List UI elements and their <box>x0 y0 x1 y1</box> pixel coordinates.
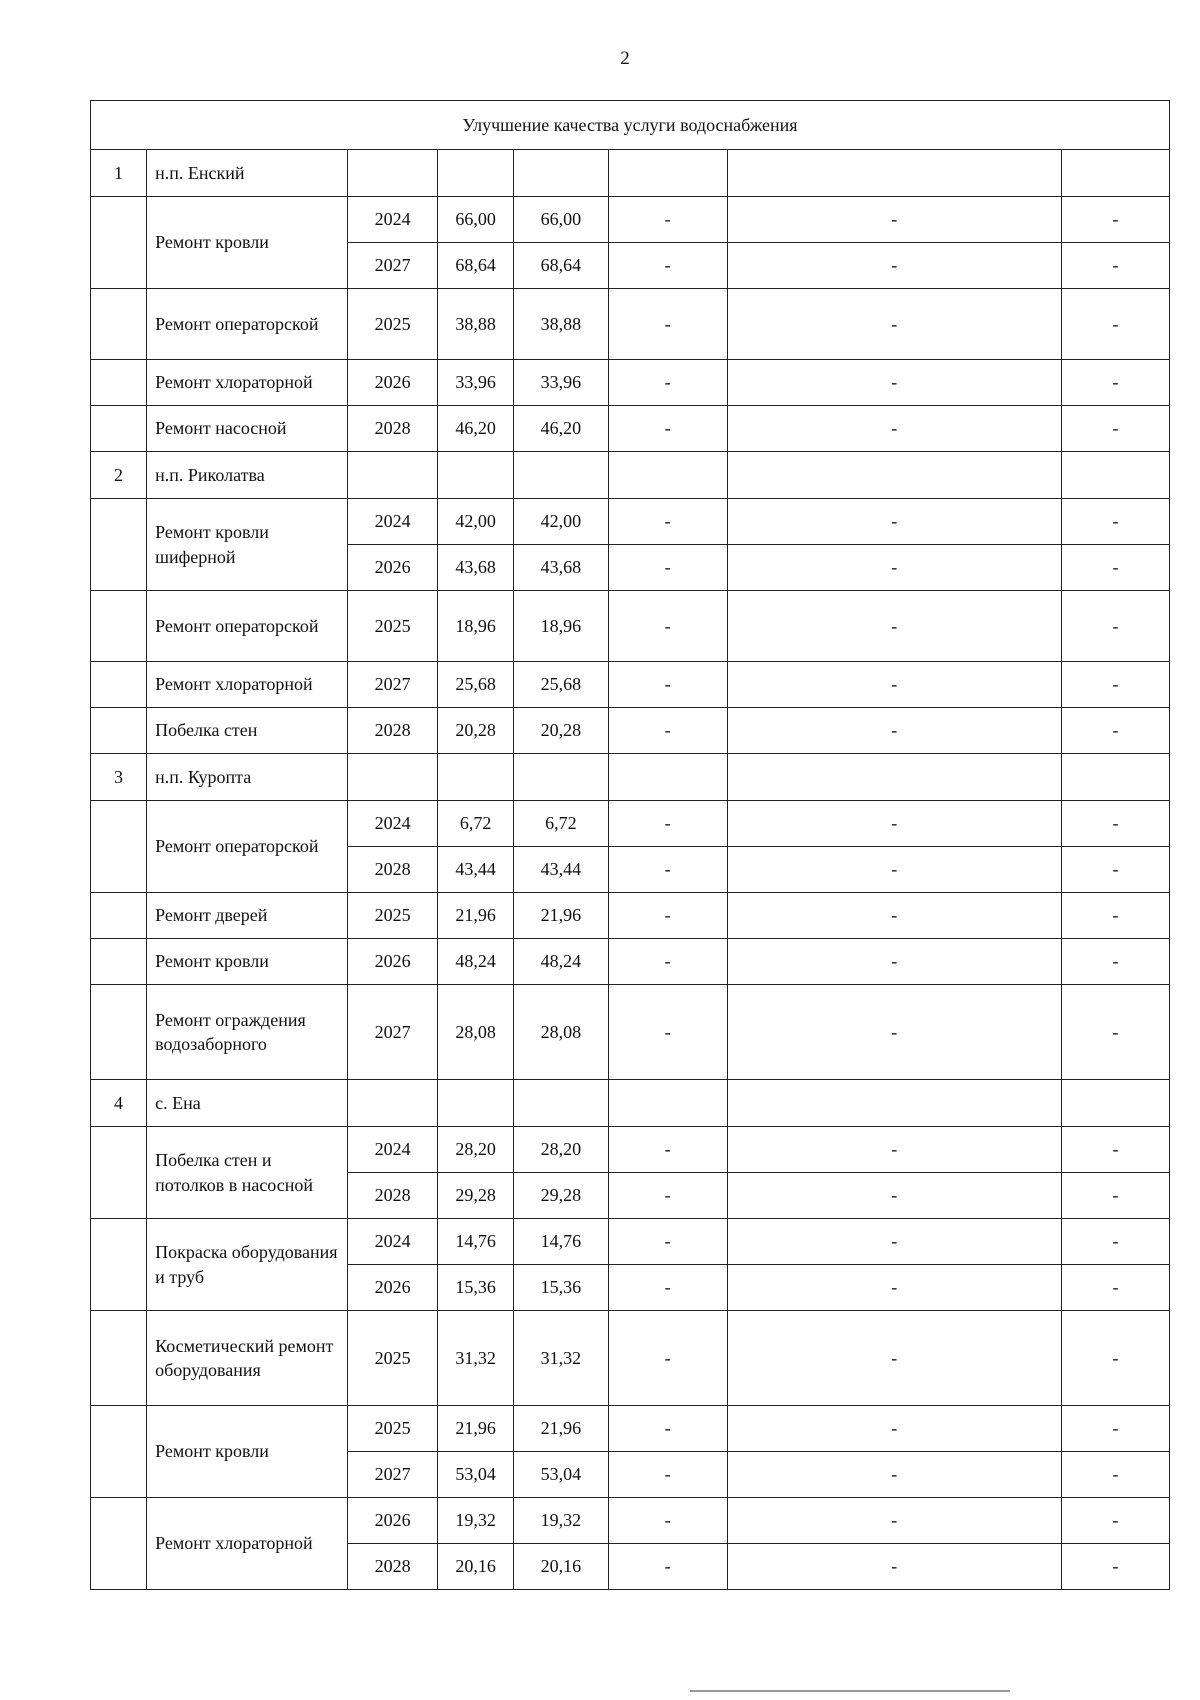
dash-cell: - <box>608 662 727 708</box>
year-cell: 2026 <box>347 939 438 985</box>
cost-cell: 28,20 <box>438 1127 514 1173</box>
group-row <box>91 150 1170 197</box>
empty-cell <box>347 150 438 197</box>
empty-num-cell <box>91 406 147 452</box>
dash-cell: - <box>1061 662 1169 708</box>
year-cell: 2028 <box>347 1173 438 1219</box>
dash-cell: - <box>727 499 1061 545</box>
empty-cell <box>513 754 608 801</box>
footer-divider <box>690 1690 1010 1692</box>
table-row <box>91 985 1170 1080</box>
cost-total-cell: 21,96 <box>513 893 608 939</box>
empty-cell <box>608 754 727 801</box>
empty-cell <box>727 754 1061 801</box>
cost-cell: 68,64 <box>438 243 514 289</box>
table-row <box>91 591 1170 662</box>
dash-cell: - <box>608 1452 727 1498</box>
cost-total-cell: 66,00 <box>513 197 608 243</box>
dash-cell: - <box>1061 243 1169 289</box>
table-row <box>91 1127 1170 1173</box>
table-row <box>91 939 1170 985</box>
dash-cell: - <box>727 289 1061 360</box>
group-name: н.п. Куропта <box>147 754 348 801</box>
dash-cell: - <box>1061 591 1169 662</box>
empty-cell <box>513 1080 608 1127</box>
work-name: Ремонт кровли <box>147 1406 348 1498</box>
dash-cell: - <box>1061 406 1169 452</box>
dash-cell: - <box>727 847 1061 893</box>
table-row <box>91 360 1170 406</box>
table-row <box>91 289 1170 360</box>
year-cell: 2024 <box>347 197 438 243</box>
table-row <box>91 1219 1170 1265</box>
work-name: Ремонт операторской <box>147 801 348 893</box>
year-cell: 2025 <box>347 1406 438 1452</box>
empty-cell <box>1061 452 1169 499</box>
dash-cell: - <box>727 243 1061 289</box>
dash-cell: - <box>1061 893 1169 939</box>
work-name: Покраска оборудования и труб <box>147 1219 348 1311</box>
cost-cell: 29,28 <box>438 1173 514 1219</box>
empty-num-cell <box>91 360 147 406</box>
group-number: 3 <box>91 754 147 801</box>
dash-cell: - <box>727 939 1061 985</box>
dash-cell: - <box>1061 1311 1169 1406</box>
empty-cell <box>347 452 438 499</box>
cost-total-cell: 33,96 <box>513 360 608 406</box>
dash-cell: - <box>608 847 727 893</box>
cost-total-cell: 20,28 <box>513 708 608 754</box>
empty-num-cell <box>91 1498 147 1590</box>
cost-total-cell: 38,88 <box>513 289 608 360</box>
dash-cell: - <box>727 708 1061 754</box>
empty-cell <box>1061 754 1169 801</box>
dash-cell: - <box>608 1544 727 1590</box>
cost-total-cell: 28,08 <box>513 985 608 1080</box>
cost-total-cell: 28,20 <box>513 1127 608 1173</box>
dash-cell: - <box>1061 545 1169 591</box>
cost-total-cell: 31,32 <box>513 1311 608 1406</box>
year-cell: 2025 <box>347 1311 438 1406</box>
dash-cell: - <box>608 939 727 985</box>
dash-cell: - <box>727 1219 1061 1265</box>
dash-cell: - <box>1061 708 1169 754</box>
cost-cell: 46,20 <box>438 406 514 452</box>
group-row <box>91 754 1170 801</box>
page-number: 2 <box>620 48 630 69</box>
dash-cell: - <box>727 545 1061 591</box>
empty-cell <box>438 150 514 197</box>
cost-cell: 18,96 <box>438 591 514 662</box>
work-name: Ремонт хлораторной <box>147 662 348 708</box>
empty-cell <box>438 1080 514 1127</box>
dash-cell: - <box>727 801 1061 847</box>
empty-num-cell <box>91 197 147 289</box>
empty-cell <box>727 150 1061 197</box>
dash-cell: - <box>1061 1219 1169 1265</box>
empty-num-cell <box>91 499 147 591</box>
cost-cell: 28,08 <box>438 985 514 1080</box>
work-name: Ремонт дверей <box>147 893 348 939</box>
dash-cell: - <box>608 545 727 591</box>
cost-cell: 20,16 <box>438 1544 514 1590</box>
work-name: Косметический ремонт оборудования <box>147 1311 348 1406</box>
empty-cell <box>608 150 727 197</box>
cost-total-cell: 18,96 <box>513 591 608 662</box>
cost-cell: 66,00 <box>438 197 514 243</box>
empty-num-cell <box>91 893 147 939</box>
cost-total-cell: 43,44 <box>513 847 608 893</box>
table-row <box>91 1311 1170 1406</box>
dash-cell: - <box>727 197 1061 243</box>
empty-cell <box>608 1080 727 1127</box>
dash-cell: - <box>1061 1498 1169 1544</box>
dash-cell: - <box>1061 289 1169 360</box>
dash-cell: - <box>1061 1265 1169 1311</box>
dash-cell: - <box>1061 1173 1169 1219</box>
empty-num-cell <box>91 1406 147 1498</box>
group-number: 1 <box>91 150 147 197</box>
cost-cell: 31,32 <box>438 1311 514 1406</box>
cost-total-cell: 53,04 <box>513 1452 608 1498</box>
dash-cell: - <box>608 406 727 452</box>
group-name: с. Ена <box>147 1080 348 1127</box>
group-number: 2 <box>91 452 147 499</box>
year-cell: 2025 <box>347 893 438 939</box>
dash-cell: - <box>727 1127 1061 1173</box>
cost-cell: 21,96 <box>438 1406 514 1452</box>
work-name: Ремонт кровли <box>147 939 348 985</box>
cost-total-cell: 42,00 <box>513 499 608 545</box>
dash-cell: - <box>727 1498 1061 1544</box>
empty-num-cell <box>91 289 147 360</box>
work-name: Ремонт кровли шиферной <box>147 499 348 591</box>
table-row <box>91 662 1170 708</box>
dash-cell: - <box>1061 847 1169 893</box>
cost-total-cell: 21,96 <box>513 1406 608 1452</box>
year-cell: 2027 <box>347 1452 438 1498</box>
table-row <box>91 197 1170 243</box>
year-cell: 2025 <box>347 289 438 360</box>
year-cell: 2024 <box>347 1219 438 1265</box>
work-name: Ремонт кровли <box>147 197 348 289</box>
cost-cell: 21,96 <box>438 893 514 939</box>
dash-cell: - <box>727 893 1061 939</box>
cost-total-cell: 15,36 <box>513 1265 608 1311</box>
empty-cell <box>1061 1080 1169 1127</box>
cost-total-cell: 68,64 <box>513 243 608 289</box>
cost-total-cell: 46,20 <box>513 406 608 452</box>
work-name: Ремонт операторской <box>147 289 348 360</box>
work-name: Побелка стен и потолков в насосной <box>147 1127 348 1219</box>
cost-total-cell: 6,72 <box>513 801 608 847</box>
dash-cell: - <box>727 1544 1061 1590</box>
dash-cell: - <box>608 1406 727 1452</box>
year-cell: 2026 <box>347 545 438 591</box>
table-row <box>91 406 1170 452</box>
empty-cell <box>347 1080 438 1127</box>
dash-cell: - <box>727 985 1061 1080</box>
table-row <box>91 499 1170 545</box>
dash-cell: - <box>608 1265 727 1311</box>
work-name: Побелка стен <box>147 708 348 754</box>
dash-cell: - <box>1061 939 1169 985</box>
table-row <box>91 1406 1170 1452</box>
group-name: н.п. Риколатва <box>147 452 348 499</box>
dash-cell: - <box>1061 985 1169 1080</box>
dash-cell: - <box>1061 801 1169 847</box>
dash-cell: - <box>608 1311 727 1406</box>
year-cell: 2024 <box>347 801 438 847</box>
year-cell: 2027 <box>347 662 438 708</box>
empty-num-cell <box>91 801 147 893</box>
year-cell: 2028 <box>347 1544 438 1590</box>
year-cell: 2028 <box>347 847 438 893</box>
group-name: н.п. Енский <box>147 150 348 197</box>
dash-cell: - <box>727 360 1061 406</box>
table-row <box>91 801 1170 847</box>
year-cell: 2028 <box>347 708 438 754</box>
cost-cell: 6,72 <box>438 801 514 847</box>
dash-cell: - <box>608 893 727 939</box>
dash-cell: - <box>727 662 1061 708</box>
table-row <box>91 1498 1170 1544</box>
cost-total-cell: 48,24 <box>513 939 608 985</box>
year-cell: 2028 <box>347 406 438 452</box>
empty-cell <box>513 150 608 197</box>
cost-cell: 14,76 <box>438 1219 514 1265</box>
dash-cell: - <box>608 591 727 662</box>
dash-cell: - <box>727 1311 1061 1406</box>
year-cell: 2024 <box>347 499 438 545</box>
cost-cell: 33,96 <box>438 360 514 406</box>
empty-cell <box>727 452 1061 499</box>
cost-cell: 43,68 <box>438 545 514 591</box>
cost-cell: 25,68 <box>438 662 514 708</box>
empty-num-cell <box>91 1311 147 1406</box>
dash-cell: - <box>1061 360 1169 406</box>
dash-cell: - <box>1061 1544 1169 1590</box>
year-cell: 2027 <box>347 243 438 289</box>
group-number: 4 <box>91 1080 147 1127</box>
table-row <box>91 708 1170 754</box>
work-name: Ремонт хлораторной <box>147 1498 348 1590</box>
group-row <box>91 452 1170 499</box>
dash-cell: - <box>727 591 1061 662</box>
dash-cell: - <box>1061 1452 1169 1498</box>
dash-cell: - <box>608 289 727 360</box>
year-cell: 2026 <box>347 1498 438 1544</box>
work-name: Ремонт насосной <box>147 406 348 452</box>
empty-num-cell <box>91 939 147 985</box>
cost-cell: 42,00 <box>438 499 514 545</box>
dash-cell: - <box>608 360 727 406</box>
cost-cell: 48,24 <box>438 939 514 985</box>
cost-cell: 19,32 <box>438 1498 514 1544</box>
cost-cell: 15,36 <box>438 1265 514 1311</box>
year-cell: 2026 <box>347 1265 438 1311</box>
cost-cell: 43,44 <box>438 847 514 893</box>
work-name: Ремонт хлораторной <box>147 360 348 406</box>
empty-cell <box>438 754 514 801</box>
cost-cell: 38,88 <box>438 289 514 360</box>
dash-cell: - <box>608 985 727 1080</box>
dash-cell: - <box>608 243 727 289</box>
dash-cell: - <box>1061 197 1169 243</box>
empty-cell <box>513 452 608 499</box>
dash-cell: - <box>1061 1406 1169 1452</box>
empty-num-cell <box>91 591 147 662</box>
cost-total-cell: 14,76 <box>513 1219 608 1265</box>
work-name: Ремонт ограждения водозаборного <box>147 985 348 1080</box>
table-row <box>91 893 1170 939</box>
dash-cell: - <box>727 406 1061 452</box>
dash-cell: - <box>1061 1127 1169 1173</box>
empty-num-cell <box>91 985 147 1080</box>
dash-cell: - <box>1061 499 1169 545</box>
cost-total-cell: 43,68 <box>513 545 608 591</box>
empty-cell <box>727 1080 1061 1127</box>
empty-cell <box>438 452 514 499</box>
empty-num-cell <box>91 1127 147 1219</box>
year-cell: 2025 <box>347 591 438 662</box>
dash-cell: - <box>727 1452 1061 1498</box>
cost-cell: 20,28 <box>438 708 514 754</box>
dash-cell: - <box>608 197 727 243</box>
dash-cell: - <box>727 1406 1061 1452</box>
group-row <box>91 1080 1170 1127</box>
table-title: Улучшение качества услуги водоснабжения <box>91 101 1170 150</box>
dash-cell: - <box>727 1265 1061 1311</box>
empty-cell <box>608 452 727 499</box>
year-cell: 2024 <box>347 1127 438 1173</box>
empty-num-cell <box>91 662 147 708</box>
cost-total-cell: 19,32 <box>513 1498 608 1544</box>
empty-cell <box>1061 150 1169 197</box>
dash-cell: - <box>608 1219 727 1265</box>
dash-cell: - <box>727 1173 1061 1219</box>
year-cell: 2027 <box>347 985 438 1080</box>
dash-cell: - <box>608 1173 727 1219</box>
dash-cell: - <box>608 708 727 754</box>
dash-cell: - <box>608 801 727 847</box>
work-name: Ремонт операторской <box>147 591 348 662</box>
dash-cell: - <box>608 1127 727 1173</box>
cost-total-cell: 25,68 <box>513 662 608 708</box>
dash-cell: - <box>608 1498 727 1544</box>
cost-total-cell: 20,16 <box>513 1544 608 1590</box>
empty-num-cell <box>91 1219 147 1311</box>
cost-cell: 53,04 <box>438 1452 514 1498</box>
empty-num-cell <box>91 708 147 754</box>
works-table <box>90 100 1170 1590</box>
year-cell: 2026 <box>347 360 438 406</box>
empty-cell <box>347 754 438 801</box>
dash-cell: - <box>608 499 727 545</box>
cost-total-cell: 29,28 <box>513 1173 608 1219</box>
